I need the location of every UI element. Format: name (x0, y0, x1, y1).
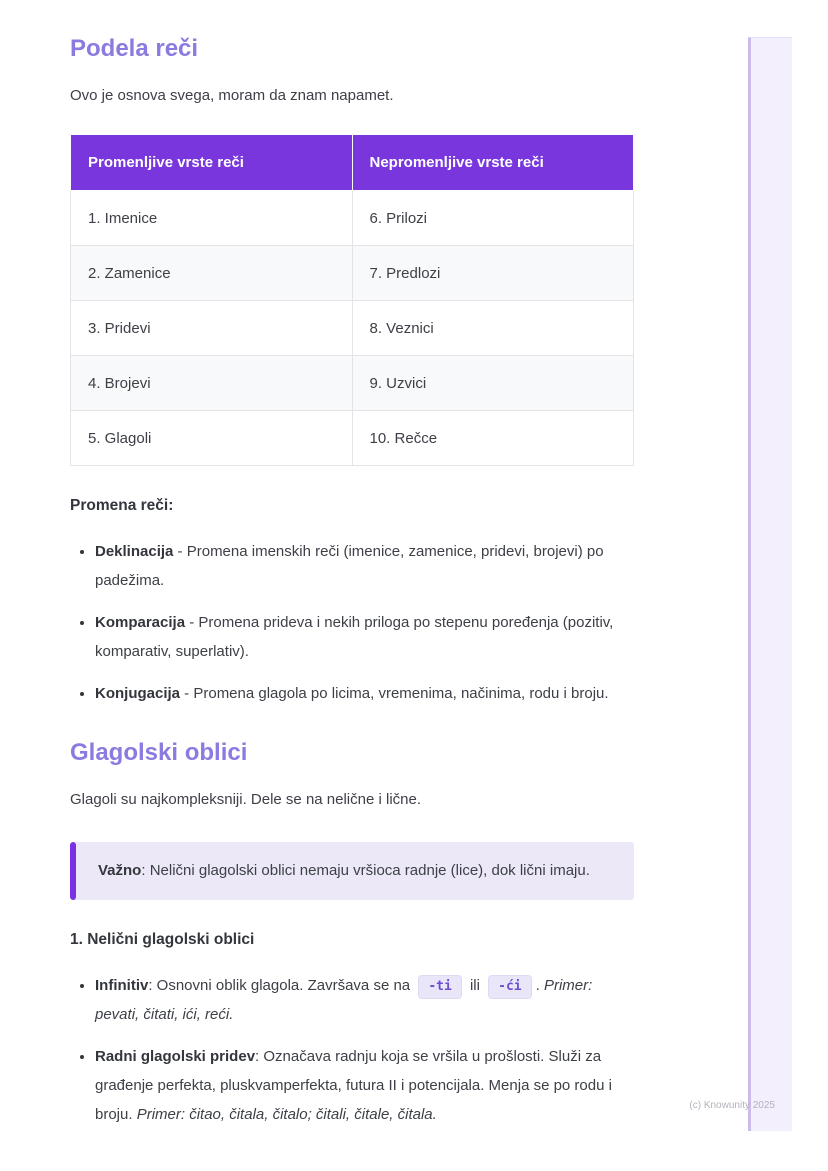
list-item-radni-pridev (95, 1042, 634, 1129)
term-label: Konjugacija (95, 685, 181, 702)
table-row (71, 191, 634, 246)
table-cell: 1. Imenice (71, 191, 353, 246)
word-types-table (70, 134, 634, 466)
table-cell: 4. Brojevi (71, 356, 353, 411)
intro-paragraph: Ovo je osnova svega, moram da znam napamet. (70, 87, 394, 104)
footer-copyright: (c) Knowunity 2025 (689, 1100, 775, 1111)
term-description: - Promena glagola po licima, vremenima, načinima, rodu i broju. (180, 685, 609, 702)
table-row (71, 246, 634, 301)
callout-body: : Nelični glagolski oblici nemaju vršioca radnje (lice), dok lični imaju. (141, 862, 590, 879)
term-description: . (535, 977, 544, 994)
list-item-komparacija (95, 608, 634, 666)
term-label: Radni glagolski pridev (95, 1048, 256, 1065)
example-text: Primer: čitao, čitala, čitalo; čitali, čitale, čitala. (136, 1106, 437, 1123)
table-cell: 3. Pridevi (71, 301, 353, 356)
table-row (71, 301, 634, 356)
promena-list (70, 537, 634, 708)
list-item-konjugacija (95, 679, 634, 708)
code-badge-ci: -ći (488, 975, 531, 999)
callout-text (76, 842, 606, 900)
term-label: Deklinacija (95, 543, 174, 560)
table-header-nepromenljive: Nepromenljive vrste reči (352, 135, 634, 191)
table-row (71, 356, 634, 411)
page-title: Podela reči (70, 35, 199, 62)
list-item-deklinacija (95, 537, 634, 595)
term-description: - Promena prideva i nekih priloga po stepenu poređenja (pozitiv, komparativ, superlativ). (95, 614, 614, 660)
nelicni-oblici-heading: 1. Nelični glagolski oblici (70, 931, 255, 948)
important-callout (70, 842, 634, 900)
code-badge-ti: -ti (418, 975, 461, 999)
section-heading-glagolski: Glagolski oblici (70, 739, 248, 766)
glagolski-intro-paragraph: Glagoli su najkompleksniji. Dele se na nelične i lične. (70, 791, 422, 808)
term-description: : Osnovni oblik glagola. Završava se na (148, 977, 411, 994)
term-description: - Promena imenskih reči (imenice, zamenice, pridevi, brojevi) po padežima. (95, 543, 604, 589)
term-description: ili (469, 977, 480, 994)
table-cell: 6. Prilozi (352, 191, 634, 246)
document-content (70, 0, 634, 1129)
table-cell: 8. Veznici (352, 301, 634, 356)
table-cell: 5. Glagoli (71, 411, 353, 466)
table-header-promenljive: Promenljive vrste reči (71, 135, 353, 191)
term-description: : Označava radnju koja se vršila u prošlosti. Služi za građenje perfekta, pluskvamperfekta, futura II i potencijala. Menja se po rodu i broju. (95, 1048, 612, 1123)
term-label: Komparacija (95, 614, 186, 631)
page-edge-strip (748, 37, 792, 1131)
table-cell: 9. Uzvici (352, 356, 634, 411)
callout-term: Važno (98, 862, 142, 879)
term-label: Infinitiv (95, 977, 149, 994)
list-item-infinitiv (95, 971, 634, 1029)
table-header-row (71, 135, 634, 191)
promena-reci-heading: Promena reči: (70, 497, 174, 514)
table-cell: 7. Predlozi (352, 246, 634, 301)
table-cell: 10. Rečce (352, 411, 634, 466)
example-text: Primer: pevati, čitati, ići, reći. (95, 977, 593, 1023)
table-row (71, 411, 634, 466)
table-cell: 2. Zamenice (71, 246, 353, 301)
